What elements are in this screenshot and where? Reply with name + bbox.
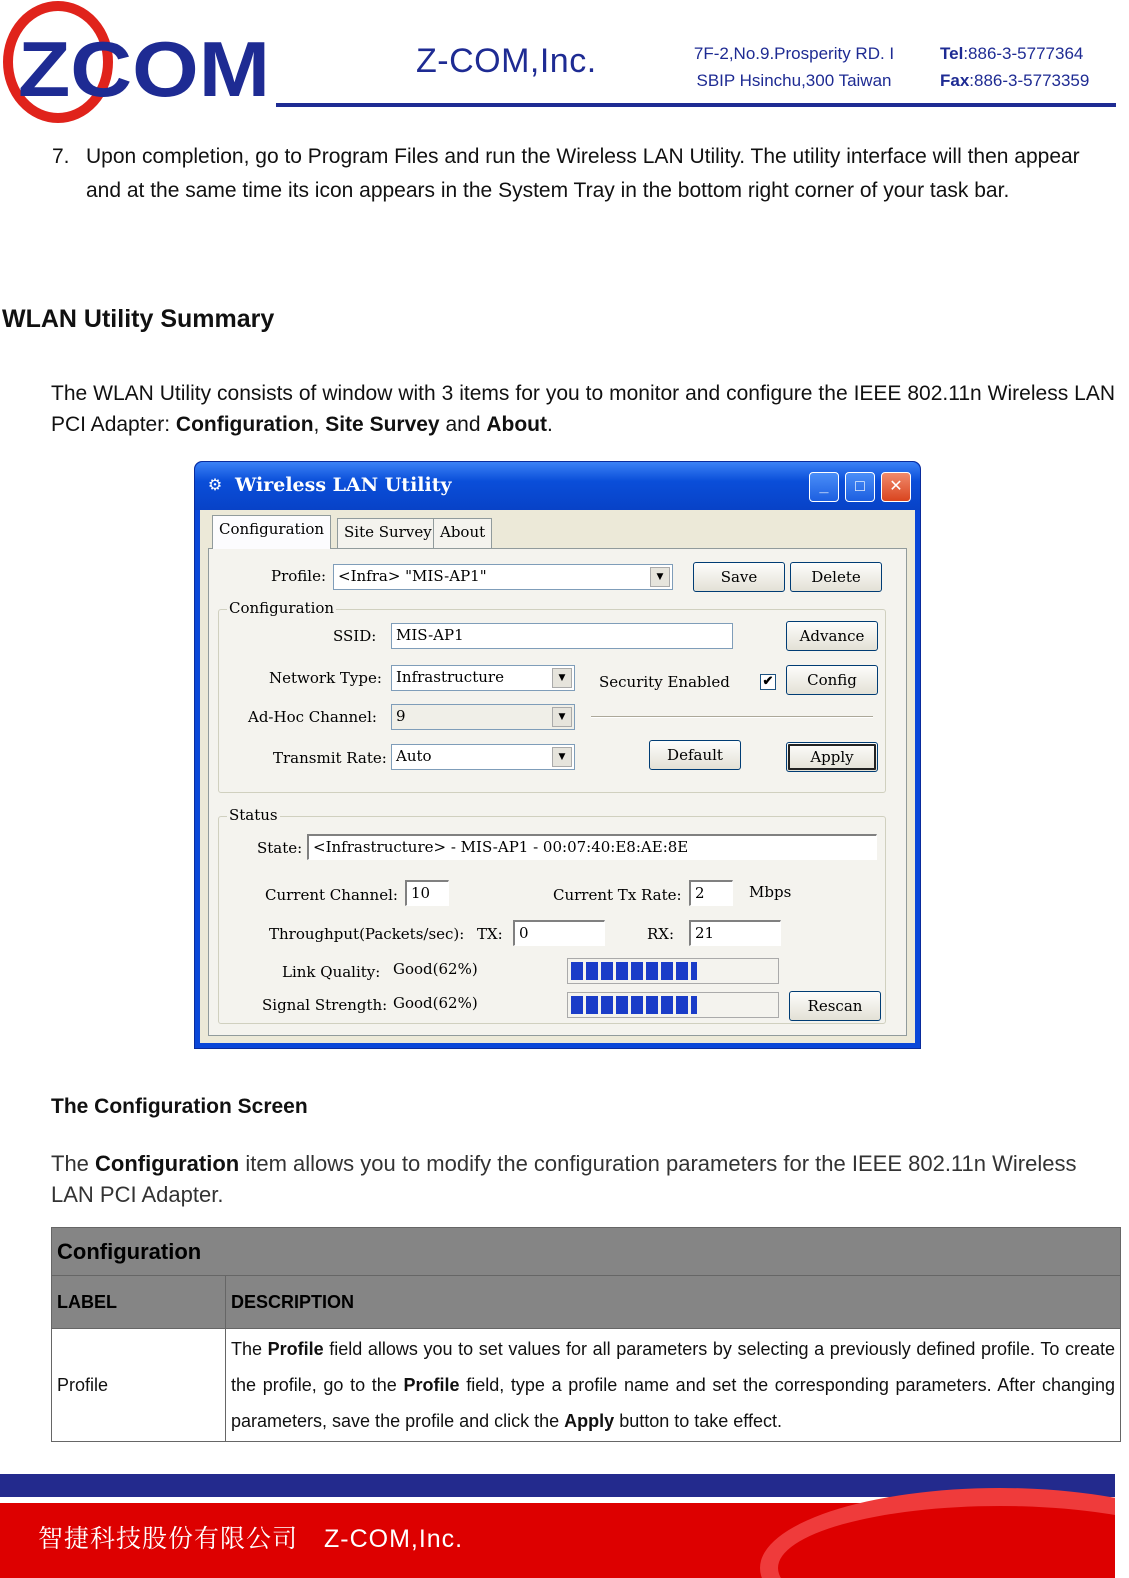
separator-line: [591, 716, 873, 718]
chevron-down-icon[interactable]: ▼: [650, 567, 670, 587]
config-button[interactable]: Config: [786, 665, 878, 695]
tab-about[interactable]: About: [433, 518, 492, 548]
desc-bold-apply: Apply: [564, 1411, 615, 1431]
fax-value: :886-3-5773359: [969, 71, 1090, 90]
state-value: <Infrastructure> - MIS-AP1 - 00:07:40:E8:AE:8E: [307, 834, 877, 860]
company-address: [676, 40, 912, 94]
tx-value: 0: [513, 920, 605, 946]
chevron-down-icon[interactable]: ▼: [552, 707, 572, 727]
chevron-down-icon[interactable]: ▼: [552, 747, 572, 767]
tab-configuration[interactable]: Configuration: [212, 515, 331, 549]
default-button[interactable]: Default: [649, 740, 741, 770]
summary-intro: [51, 378, 1115, 440]
desc-part-1: The: [231, 1339, 268, 1359]
current-tx-rate-value: 2: [689, 880, 733, 906]
zcom-logo: [0, 0, 280, 130]
config-para-rest: item allows you to modify the configuration parameters for the IEEE 802.11n Wireless LAN PCI Adapter.: [51, 1151, 1077, 1207]
configuration-group-title: Configuration: [229, 599, 335, 617]
table-caption-row: [52, 1228, 1121, 1276]
ssid-label: SSID:: [333, 627, 377, 645]
close-button[interactable]: ✕: [881, 472, 911, 502]
description-column-header: DESCRIPTION: [226, 1276, 1121, 1329]
intro-sep-1: ,: [313, 413, 326, 436]
signal-strength-value: Good(62%): [393, 994, 478, 1012]
transmit-rate-value: Auto: [396, 747, 432, 765]
configuration-panel: [208, 548, 907, 1036]
status-group: [218, 806, 886, 1024]
ssid-input[interactable]: [391, 623, 733, 649]
table-caption: Configuration: [52, 1228, 1121, 1276]
profile-value: <Infra> "MIS-AP1": [338, 567, 487, 585]
link-quality-value: Good(62%): [393, 960, 478, 978]
configuration-screen-paragraph: [51, 1148, 1117, 1210]
ssid-value: MIS-AP1: [396, 626, 464, 644]
footer-english-name: Z-COM,Inc.: [323, 1525, 464, 1553]
current-channel-value: 10: [405, 880, 449, 906]
step-number: 7.: [52, 145, 70, 168]
row-label: Profile: [52, 1329, 226, 1442]
configuration-group: [218, 599, 886, 793]
adhoc-channel-select[interactable]: [391, 704, 575, 730]
header-rule: [276, 103, 1116, 107]
mbps-unit: Mbps: [749, 883, 792, 901]
intro-text: The WLAN Utility consists of window with 3 items for you to monitor and configure the IEEE 802.11n Wireless LAN PCI Adapter:: [51, 382, 1115, 436]
configuration-screen-heading: The Configuration Screen: [51, 1095, 308, 1118]
minimize-button[interactable]: _: [809, 472, 839, 502]
tel-line: [940, 40, 1089, 67]
window-body: [200, 510, 915, 1043]
link-quality-bar-fill: [571, 962, 697, 980]
desc-bold-profile: Profile: [267, 1339, 324, 1359]
desc-bold-profile-2: Profile: [403, 1375, 460, 1395]
footer-company-name: [38, 1519, 463, 1555]
status-group-title: Status: [229, 806, 278, 824]
link-quality-bar: [567, 958, 779, 984]
signal-strength-bar-fill: [571, 996, 697, 1014]
maximize-button[interactable]: □: [845, 472, 875, 502]
address-line-2: SBIP Hsinchu,300 Taiwan: [696, 71, 892, 90]
throughput-label: Throughput(Packets/sec):: [269, 925, 465, 943]
adhoc-channel-label: Ad-Hoc Channel:: [248, 708, 377, 726]
intro-item-configuration: Configuration: [175, 413, 314, 436]
config-para-prefix: The: [51, 1151, 96, 1176]
intro-sep-2: and: [439, 413, 487, 436]
company-contact: [940, 40, 1089, 94]
tab-site-survey[interactable]: Site Survey: [337, 518, 439, 548]
transmit-rate-label: Transmit Rate:: [273, 749, 387, 767]
utility-app-icon: ⚙: [207, 477, 223, 494]
tx-label: TX:: [477, 925, 503, 943]
intro-item-about: About: [486, 413, 547, 436]
step-7: [52, 140, 1120, 208]
company-title: Z-COM,Inc.: [416, 42, 597, 80]
config-para-bold: Configuration: [95, 1151, 240, 1176]
fax-label: Fax: [940, 71, 970, 90]
step-text: Upon completion, go to Program Files and run the Wireless LAN Utility. The utility interface will then appear and at the same time its icon appears in the System Tray in the bottom right corner of your task bar.: [86, 145, 1080, 202]
network-type-label: Network Type:: [269, 669, 382, 687]
wireless-lan-utility-window: [194, 461, 921, 1049]
current-tx-rate-label: Current Tx Rate:: [553, 886, 682, 904]
desc-part-7: button to take effect.: [614, 1411, 782, 1431]
delete-button[interactable]: Delete: [790, 562, 882, 592]
adhoc-channel-value: 9: [396, 707, 406, 725]
summary-heading: WLAN Utility Summary: [2, 305, 275, 333]
tel-value: :886-3-5777364: [963, 44, 1084, 63]
footer-chinese-name: 智捷科技股份有限公司: [38, 1525, 299, 1553]
intro-end: .: [547, 413, 553, 436]
transmit-rate-select[interactable]: [391, 744, 575, 770]
link-quality-label: Link Quality:: [282, 963, 381, 981]
window-titlebar[interactable]: [195, 462, 920, 510]
desc-part-5: field, type a profile name and set the corresponding parameters. After changing parameters, save the profile and click the: [231, 1375, 1116, 1431]
security-enabled-label: Security Enabled: [599, 673, 730, 691]
chevron-down-icon[interactable]: ▼: [552, 668, 572, 688]
tel-label: Tel: [940, 44, 964, 63]
network-type-select[interactable]: [391, 665, 575, 691]
address-line-1: 7F-2,No.9.Prosperity RD. I: [693, 44, 895, 63]
desc-part-3: field allows you to set values for all parameters by selecting a previously defined profile. To create the profile, go to the: [231, 1339, 1115, 1395]
state-label: State:: [257, 839, 303, 857]
table-row: [52, 1329, 1121, 1442]
profile-label: Profile:: [271, 567, 327, 585]
network-type-value: Infrastructure: [396, 668, 504, 686]
rx-label: RX:: [647, 925, 675, 943]
configuration-table: [51, 1227, 1121, 1442]
apply-button[interactable]: Apply: [786, 742, 878, 772]
security-enabled-checkbox[interactable]: ✔: [760, 674, 776, 690]
label-column-header: LABEL: [52, 1276, 226, 1329]
intro-item-site-survey: Site Survey: [325, 413, 440, 436]
signal-strength-label: Signal Strength:: [262, 996, 388, 1014]
table-header-row: [52, 1276, 1121, 1329]
window-title: Wireless LAN Utility: [235, 474, 452, 496]
signal-strength-bar: [567, 992, 779, 1018]
profile-select[interactable]: [333, 564, 673, 590]
advance-button[interactable]: Advance: [786, 621, 878, 651]
fax-line: [940, 67, 1089, 94]
rescan-button[interactable]: Rescan: [789, 991, 881, 1021]
rx-value: 21: [689, 920, 781, 946]
save-button[interactable]: Save: [693, 562, 785, 592]
row-description: [226, 1329, 1121, 1442]
current-channel-label: Current Channel:: [265, 886, 398, 904]
logo-wordmark: ZCOM: [18, 25, 270, 113]
